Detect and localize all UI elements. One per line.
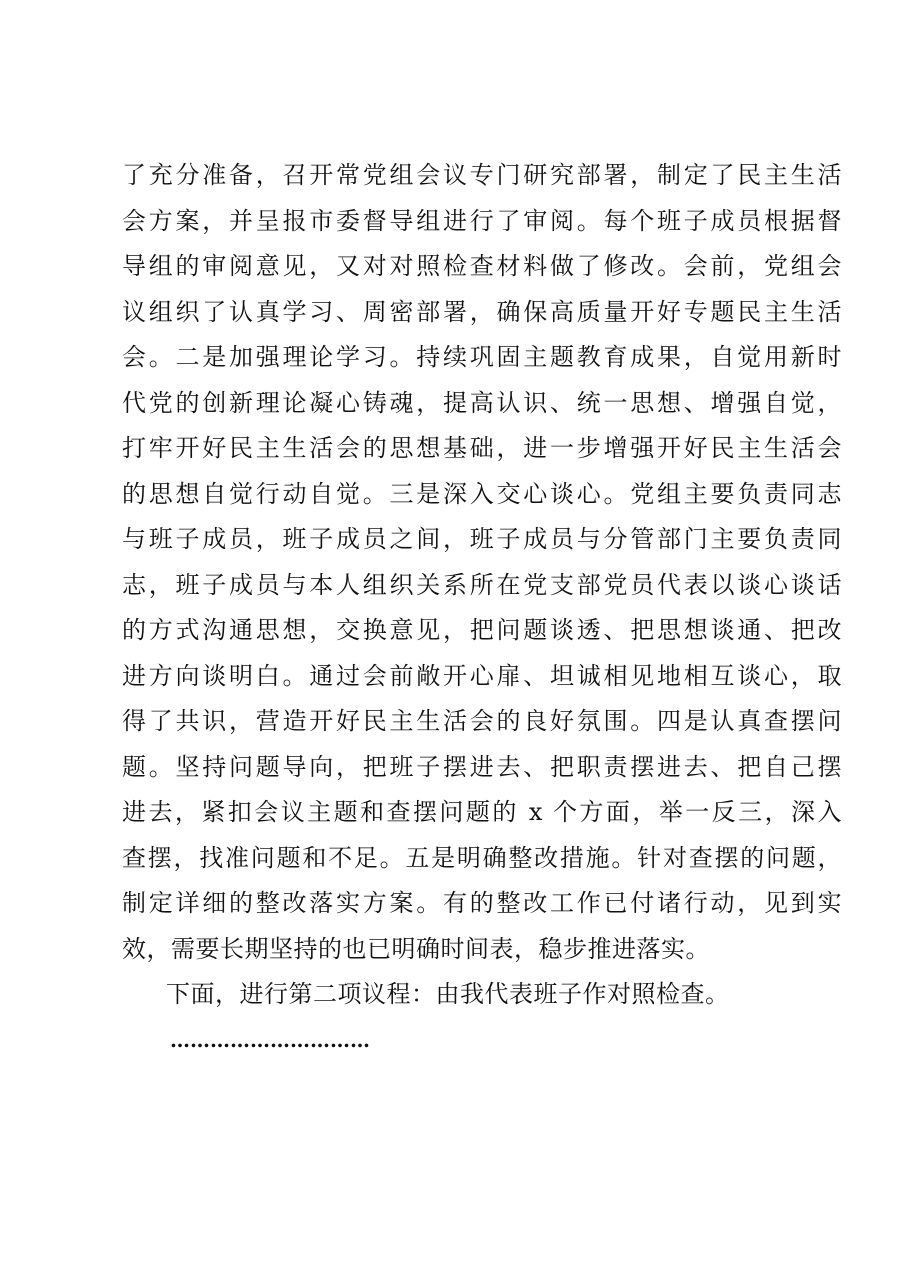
body-line: 进去，紧扣会议主题和查摆问题的 x 个方面，举一反三，深入 <box>122 798 842 826</box>
body-line: 会。二是加强理论学习。持续巩固主题教育成果，自觉用新时 <box>122 343 842 371</box>
body-line: 查摆，找准问题和不足。五是明确整改措施。针对查摆的问题， <box>122 843 842 872</box>
body-line: 志，班子成员与本人组织关系所在党支部党员代表以谈心谈话 <box>122 570 842 599</box>
body-line: 题。坚持问题导向，把班子摆进去、把职责摆进去、把自己摆 <box>122 752 842 781</box>
body-line: 代党的创新理论凝心铸魂，提高认识、统一思想、增强自觉， <box>122 388 842 417</box>
body-line-last: 效，需要长期坚持的也已明确时间表，稳步推进落实。 <box>122 934 710 963</box>
body-line: 的方式沟通思想，交换意见，把问题谈透、把思想谈通、把改 <box>122 616 842 644</box>
ellipsis-line: ………………………… <box>170 1027 370 1052</box>
body-line: 会方案，并呈报市委督导组进行了审阅。每个班子成员根据督 <box>122 206 842 235</box>
body-line: 制定详细的整改落实方案。有的整改工作已付诸行动，见到实 <box>122 889 842 917</box>
body-line: 打牢开好民主生活会的思想基础，进一步增强开好民主生活会 <box>122 434 842 462</box>
body-line: 得了共识，营造开好民主生活会的良好氛围。四是认真查摆问 <box>122 707 842 735</box>
body-line: 与班子成员，班子成员之间，班子成员与分管部门主要负责同 <box>122 525 842 553</box>
body-line: 导组的审阅意见，又对对照检查材料做了修改。会前，党组会 <box>122 252 842 280</box>
body-line: 进方向谈明白。通过会前敞开心扉、坦诚相见地相互谈心，取 <box>122 661 842 690</box>
body-line: 的思想自觉行动自觉。三是深入交心谈心。党组主要负责同志 <box>122 479 842 508</box>
body-line: 议组织了认真学习、周密部署，确保高质量开好专题民主生活 <box>122 297 842 326</box>
agenda-paragraph: 下面，进行第二项议程：由我代表班子作对照检查。 <box>166 980 730 1008</box>
document-body <box>122 153 842 1063</box>
body-line: 了充分准备，召开常党组会议专门研究部署，制定了民主生活 <box>122 161 842 189</box>
